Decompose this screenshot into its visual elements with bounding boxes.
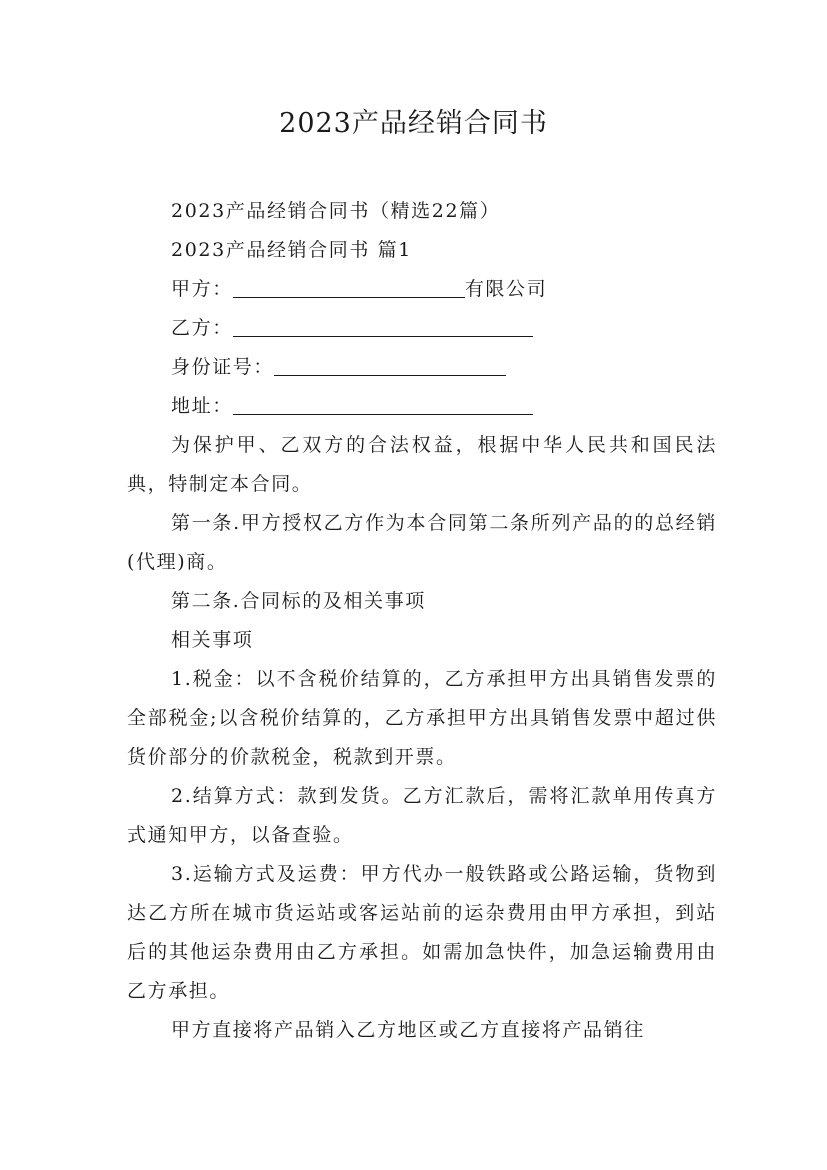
- document-body: [127, 192, 717, 1050]
- body-paragraph-article-2: 第二条.合同标的及相关事项: [171, 590, 426, 612]
- party-a-label: 甲方：: [171, 278, 233, 300]
- section-heading: 2023产品经销合同书 篇1: [171, 239, 412, 261]
- body-paragraph-related-items: 相关事项: [171, 629, 254, 651]
- body-paragraph-settlement: 2.结算方式：款到发货。乙方汇款后，需将汇款单用传真方式通知甲方，以备查验。: [127, 785, 717, 846]
- body-paragraph-tax: 1.税金：以不含税价结算的，乙方承担甲方出具销售发票的全部税金;以含税价结算的，乙方承担甲方出具销售发票中超过供货价部分的价款税金，税款到开票。: [127, 668, 717, 768]
- id-line: [127, 348, 717, 387]
- party-b-blank: [233, 314, 533, 337]
- party-b-line: [127, 309, 717, 348]
- address-blank: [233, 392, 533, 415]
- subtitle-paragraph: 2023产品经销合同书（精选22篇）: [171, 200, 501, 222]
- id-blank: [274, 353, 506, 376]
- body-paragraph-transport: 3.运输方式及运费：甲方代办一般铁路或公路运输，货物到达乙方所在城市货运站或客运站前的运杂费用由甲方承担，到站后的其他运杂费用由乙方承担。如需加急快件，加急运输费用由乙方承担。: [127, 863, 717, 1002]
- party-a-suffix: 有限公司: [464, 278, 548, 300]
- address-label: 地址：: [171, 395, 233, 417]
- party-b-label: 乙方：: [171, 317, 233, 339]
- body-paragraph-purpose: 为保护甲、乙双方的合法权益，根据中华人民共和国民法典，特制定本合同。: [127, 434, 717, 495]
- document-title: 2023产品经销合同书: [279, 108, 548, 139]
- address-line: [127, 387, 717, 426]
- id-label: 身份证号：: [171, 356, 275, 378]
- body-paragraph-direct-sales: 甲方直接将产品销入乙方地区或乙方直接将产品销往: [171, 1019, 645, 1041]
- party-a-line: [127, 270, 717, 309]
- body-paragraph-article-1: 第一条.甲方授权乙方作为本合同第二条所列产品的的总经销(代理)商。: [127, 512, 717, 573]
- party-a-blank: [233, 275, 465, 298]
